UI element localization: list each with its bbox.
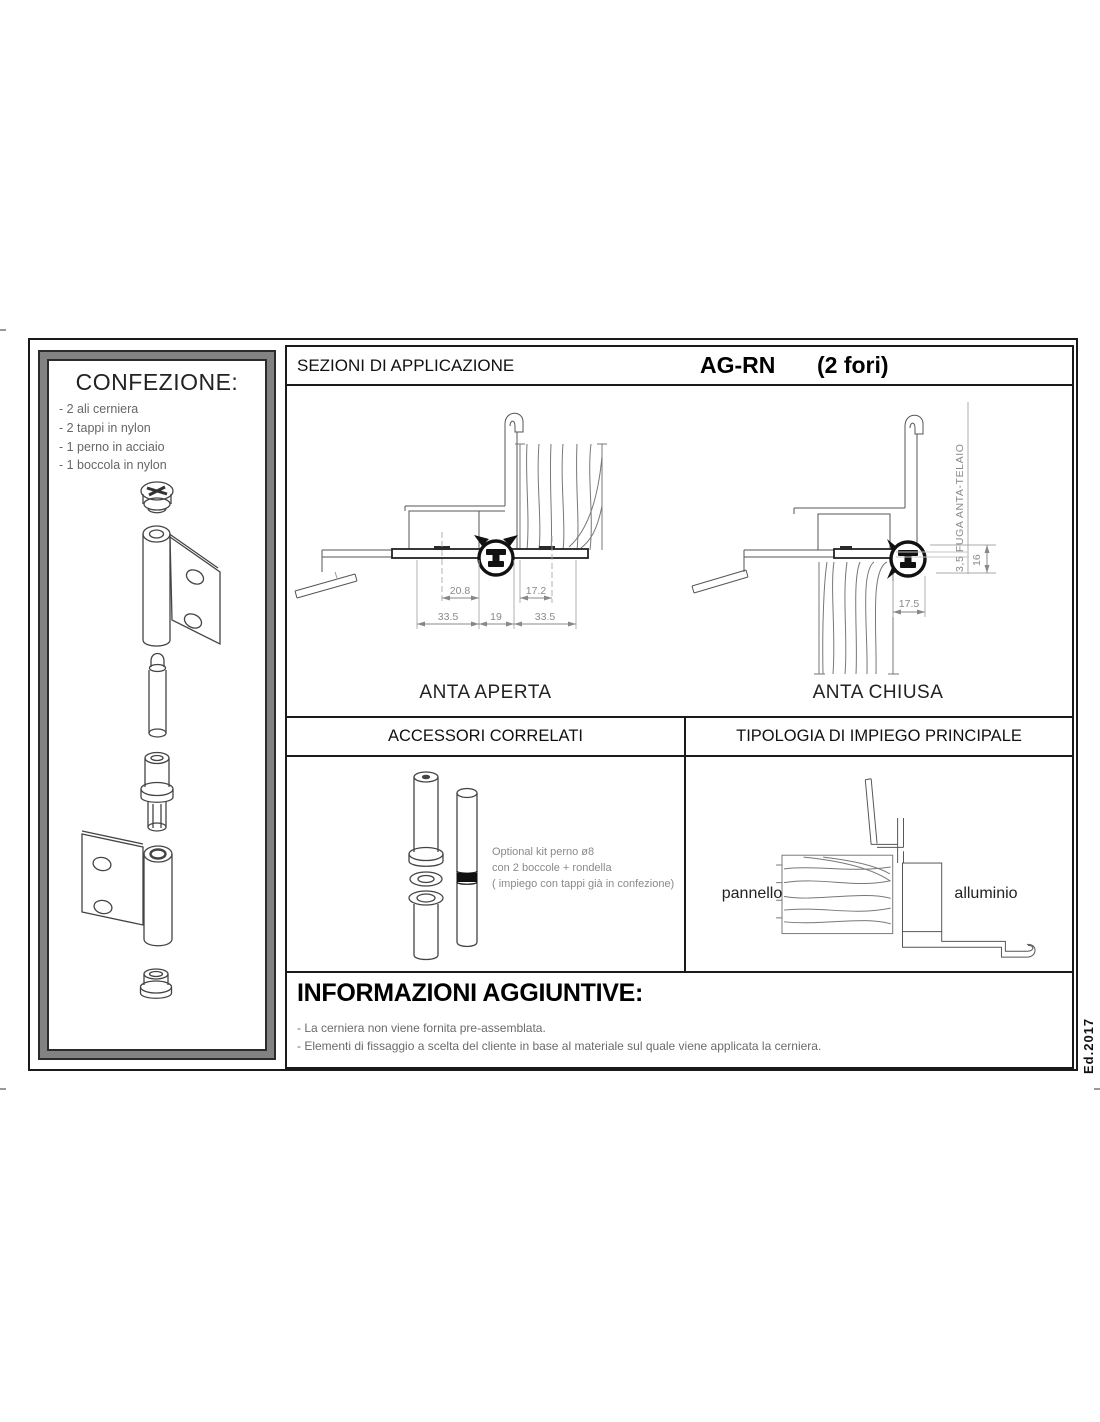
hinge-knuckle	[474, 535, 518, 575]
anta-chiusa-label: ANTA CHIUSA	[812, 682, 944, 703]
confezione-item: - 1 perno in acciaio	[59, 439, 165, 454]
dim-16: 16	[971, 554, 983, 566]
informazioni-note: - Elementi di fissaggio a scelta del cliente in base al materiale sul quale viene applicata la cerniera.	[297, 1039, 822, 1053]
informazioni-note: - La cerniera non viene fornita pre-assemblata.	[297, 1021, 546, 1035]
nylon-cap-bottom	[141, 969, 172, 998]
sub-headers-row	[287, 718, 1072, 757]
anta-aperta-label: ANTA APERTA	[419, 682, 552, 703]
hinge-knuckle	[887, 539, 925, 579]
optional-pin-exploded	[409, 772, 443, 960]
accessori-cell	[287, 757, 684, 971]
informazioni-title: INFORMAZIONI AGGIUNTIVE:	[297, 979, 644, 1007]
hinge-wing-lower	[82, 831, 172, 946]
nylon-bushing	[141, 753, 173, 832]
tipologia-cell	[684, 757, 1072, 971]
hinge-wing-upper	[143, 526, 220, 646]
confezione-list	[59, 400, 265, 475]
door-panel	[515, 444, 607, 550]
tipologia-title: TIPOLOGIA DI IMPIEGO PRINCIPALE	[736, 727, 1022, 745]
sezioni-drawings-row	[287, 386, 1072, 718]
dimension-lines	[893, 402, 996, 617]
model-variant: (2 fori)	[817, 352, 889, 378]
informazioni-section	[287, 973, 1072, 1067]
accessori-note-line: ( impiego con tappi già in confezione)	[492, 877, 675, 890]
crop-mark-bottom-right	[1094, 1088, 1100, 1090]
hinge-exploded-drawing	[49, 477, 265, 1017]
confezione-content	[47, 359, 267, 1051]
crop-mark-top-left	[0, 329, 6, 331]
steel-pin	[149, 654, 166, 738]
confezione-grey-border	[40, 352, 274, 1058]
accessori-note	[492, 845, 677, 893]
assembled-pin	[457, 789, 477, 947]
accessori-header	[287, 718, 684, 755]
content-row	[287, 757, 1072, 973]
sezioni-title: SEZIONI DI APPLICAZIONE	[297, 356, 515, 375]
crop-mark-bottom-left	[0, 1088, 6, 1090]
aluminium-profile	[865, 779, 1035, 957]
nylon-cap-top	[141, 482, 173, 513]
accessori-note-line: Optional kit perno ø8	[492, 846, 595, 858]
confezione-item: - 2 ali cerniera	[59, 402, 139, 416]
model-code: AG-RN	[700, 352, 776, 378]
anta-aperta-cell	[287, 386, 684, 718]
dim-33-5-right: 33.5	[534, 611, 556, 623]
confezione-panel	[38, 350, 276, 1060]
anta-chiusa-cell	[684, 386, 1072, 718]
alluminio-label: alluminio	[954, 885, 1018, 902]
anta-aperta-drawing	[287, 386, 684, 718]
hinge-plate	[834, 549, 894, 558]
accessori-title: ACCESSORI CORRELATI	[388, 727, 583, 745]
dim-17-5: 17.5	[898, 598, 920, 610]
pannello-label: pannello	[721, 885, 783, 902]
tipologia-header	[684, 718, 1072, 755]
anta-chiusa-drawing	[684, 386, 1072, 718]
edition-label: Ed.2017	[1081, 1017, 1096, 1074]
dim-19: 19	[490, 611, 502, 623]
door-panel	[814, 562, 899, 674]
gap-label: 3,5 FUGA ANTA-TELAIO	[954, 443, 966, 572]
dim-20-8: 20.8	[449, 585, 471, 597]
sheet-frame	[28, 338, 1078, 1071]
right-column	[285, 345, 1074, 1069]
frame-profile	[692, 415, 923, 593]
dim-33-5-left: 33.5	[437, 611, 459, 623]
confezione-item: - 1 boccola in nylon	[59, 458, 167, 473]
accessori-note-line: con 2 boccole + rondella	[492, 861, 612, 874]
dim-17-2: 17.2	[525, 585, 547, 597]
confezione-title: CONFEZIONE:	[75, 369, 239, 395]
confezione-item: - 2 tappi in nylon	[59, 420, 151, 435]
sezioni-header	[287, 347, 1072, 386]
tipologia-drawing	[686, 757, 1072, 973]
